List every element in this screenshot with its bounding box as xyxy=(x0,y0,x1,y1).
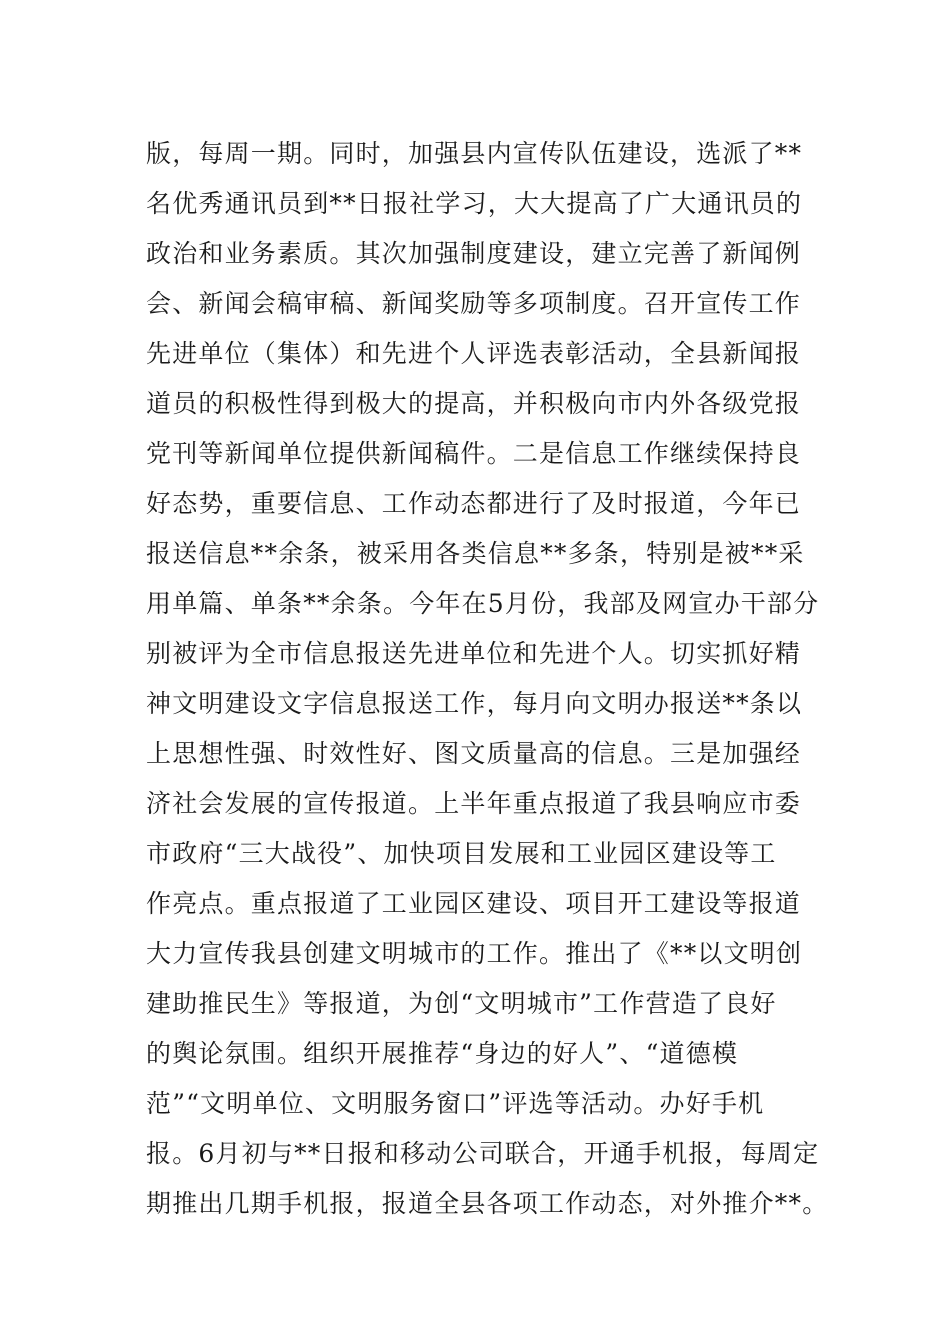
text-line-21: 报。6月初与**日报和移动公司联合，开通手机报，每周定 xyxy=(146,1139,820,1168)
text-line-22: 期推出几期手机报，报道全县各项工作动态，对外推介**。 xyxy=(146,1189,829,1218)
text-line-8: 好态势，重要信息、工作动态都进行了及时报道，今年已 xyxy=(146,489,802,518)
text-line-3: 政治和业务素质。其次加强制度建设，建立完善了新闻例 xyxy=(146,239,802,268)
text-line-7: 党刊等新闻单位提供新闻稿件。二是信息工作继续保持良 xyxy=(146,439,802,468)
text-line-9: 报送信息**余条，被采用各类信息**多条，特别是被**采 xyxy=(146,539,805,568)
text-line-19: 的舆论氛围。组织开展推荐“身边的好人”、“道德模 xyxy=(146,1039,739,1068)
text-line-6: 道员的积极性得到极大的提高，并积极向市内外各级党报 xyxy=(146,389,802,418)
text-line-12: 神文明建设文字信息报送工作，每月向文明办报送**条以 xyxy=(146,689,803,718)
text-line-13: 上思想性强、时效性好、图文质量高的信息。三是加强经 xyxy=(146,739,802,768)
text-line-2: 名优秀通讯员到**日报社学习，大大提高了广大通讯员的 xyxy=(146,189,803,218)
text-line-5: 先进单位（集体）和先进个人评选表彰活动，全县新闻报 xyxy=(146,339,802,368)
text-line-17: 大力宣传我县创建文明城市的工作。推出了《**以文明创 xyxy=(146,939,803,968)
text-line-18: 建助推民生》等报道，为创“文明城市”工作营造了良好 xyxy=(146,989,777,1018)
text-line-20: 范”“文明单位、文明服务窗口”评选等活动。办好手机 xyxy=(146,1089,765,1118)
body-text xyxy=(146,129,829,1229)
text-line-4: 会、新闻会稿审稿、新闻奖励等多项制度。召开宣传工作 xyxy=(146,289,802,318)
text-line-11: 别被评为全市信息报送先进单位和先进个人。切实抓好精 xyxy=(146,639,802,668)
text-line-1: 版，每周一期。同时，加强县内宣传队伍建设，选派了** xyxy=(146,139,803,168)
text-line-14: 济社会发展的宣传报道。上半年重点报道了我县响应市委 xyxy=(146,789,802,818)
text-line-10: 用单篇、单条**余条。今年在5月份，我部及网宣办干部分 xyxy=(146,589,820,618)
text-line-16: 作亮点。重点报道了工业园区建设、项目开工建设等报道 xyxy=(146,889,802,918)
text-line-15: 市政府“三大战役”、加快项目发展和工业园区建设等工 xyxy=(146,839,777,868)
